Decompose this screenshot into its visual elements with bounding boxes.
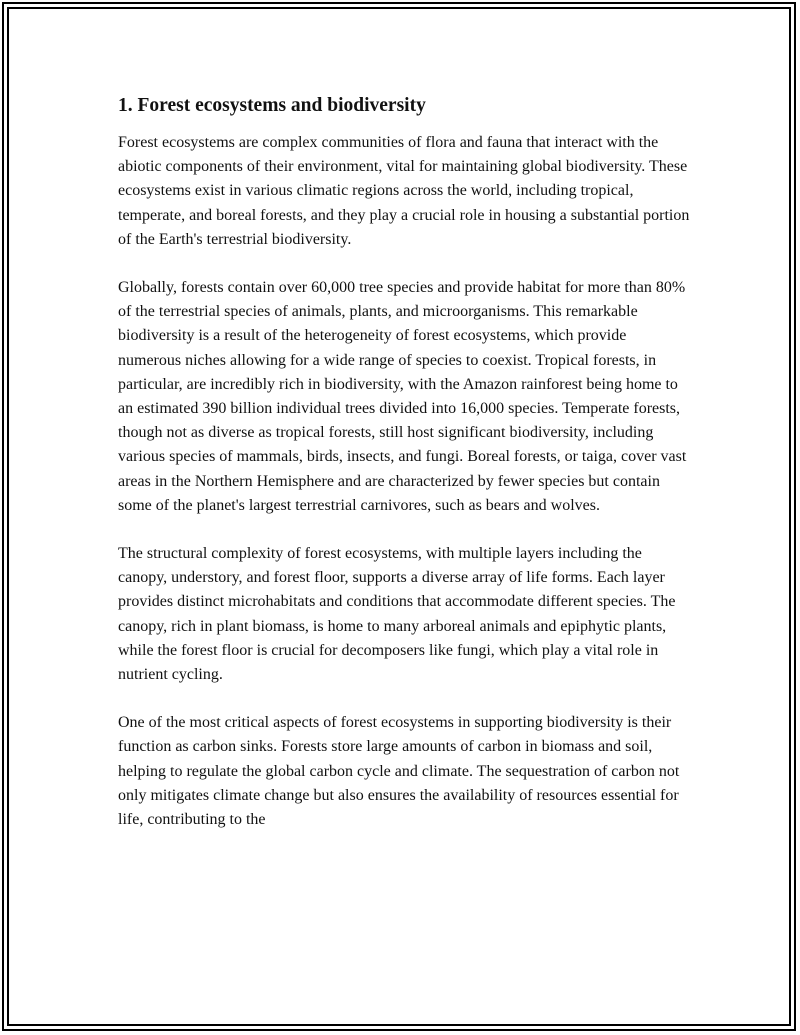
paragraph-intro: Forest ecosystems are complex communities of flora and fauna that interact with the abiotic components of their environment, vital for maintaining global biodiversity. These ecosystems exist in various climatic regions across the world, including tropical, temperate, and boreal forests, and they play a crucial role in housing a substantial portion of the Earth's terrestrial biodiversity.	[118, 134, 690, 248]
section-heading: 1. Forest ecosystems and biodiversity	[118, 95, 426, 116]
paragraph-global-forests: Globally, forests contain over 60,000 tree species and provide habitat for more than 80% of the terrestrial species of animals, plants, and microorganisms. This remarkable biodiversity is a result of the heterogeneity of forest ecosystems, which provide numerous niches allowing for a wide range of species to coexist. Tropical forests, in particular, are incredibly rich in biodiversity, with the Amazon rainforest being home to an estimated 390 billion individual trees divided into 16,000 species. Temperate forests, though not as diverse as tropical forests, still host significant biodiversity, including various species of mammals, birds, insects, and fungi. Boreal forests, or taiga, cover vast areas in the Northern Hemisphere and are characterized by fewer species but contain some of the planet's largest terrestrial carnivores, such as bears and wolves.	[118, 279, 687, 514]
paragraph-carbon-sinks: One of the most critical aspects of forest ecosystems in supporting biodiversity is their function as carbon sinks. Forests store large amounts of carbon in biomass and soil, helping to regulate the global carbon cycle and climate. The sequestration of carbon not only mitigates climate change but also ensures the availability of resources essential for life, contributing to the	[118, 714, 680, 829]
paragraph-structural-complexity: The structural complexity of forest ecosystems, with multiple layers including the canopy, understory, and forest floor, supports a diverse array of life forms. Each layer provides distinct microhabitats and conditions that accommodate different species. The canopy, rich in plant biomass, is home to many arboreal animals and epiphytic plants, while the forest floor is crucial for decomposers like fungi, which play a vital role in nutrient cycling.	[118, 545, 676, 684]
document-body	[118, 93, 690, 856]
